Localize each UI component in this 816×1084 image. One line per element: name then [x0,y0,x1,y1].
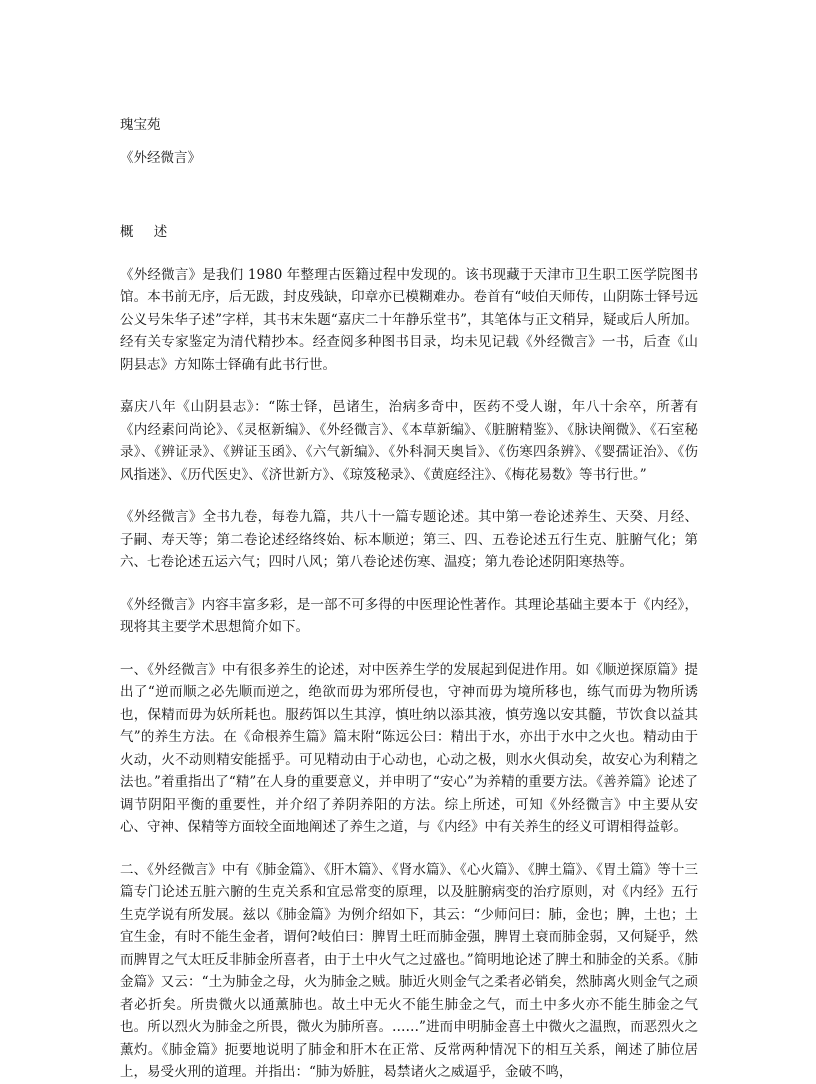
paragraph: 《外经微言》内容丰富多彩，是一部不可多得的中医理论性著作。其理论基础主要本于《内经》，现将其主要学术思想简介如下。 [120,596,698,635]
paragraph: 《外经微言》全书九卷，每卷九篇，共八十一篇专题论述。其中第一卷论述养生、天癸、月经、子嗣、寿天等；第二卷论述经络终始、标本顺逆；第三、四、五卷论述五行生克、脏腑气化；第六、七卷论述五运六气；四时八风；第八卷论述伤寒、温疫；第九卷论述阴阳寒热等。 [120,509,698,570]
section-title: 概 述 [120,224,176,240]
paragraph: 嘉庆八年《山阴县志》：“陈士铎，邑诸生，治病多奇中，医药不受人谢，年八十余卒，所著有《内经素问尚论》、《灵枢新编》、《外经微言》、《本草新编》、《脏腑精鉴》、《脉诀阐微》、《石室秘录》、《辨证录》、《辨证玉函》、《六气新编》、《外科洞天奥旨》、《伤寒四条辨》、《婴孺证治》、《伤风指迷》、《历代医史》、《济世新方》、《琼笈秘录》、《黄庭经注》、《梅花易数》等书行世。” [120,399,698,483]
book-title: 《外经微言》 [120,149,201,166]
site-title: 瑰宝苑 [120,117,161,133]
paragraph: 《外经微言》是我们 1980 年整理古医籍过程中发现的。该书现藏于天津市卫生职工医学院图书馆。本书前无序，后无跋，封皮残缺，印章亦已模糊难办。卷首有“岐伯天师传，山阴陈士铎号远公义号朱华子述”字样，其书末朱题“嘉庆二十年静乐堂书”，其笔体与正文稍异，疑或后人所加。经有关专家鉴定为清代精抄本。经查阅多种图书目录，均未见记载《外经微言》一书，后查《山阴县志》方知陈士铎确有此书行世。 [120,266,698,373]
paragraph: 一、《外经微言》中有很多养生的论述，对中医养生学的发展起到促进作用。如《顺逆探原篇》提出了“逆而顺之必先顺而逆之，绝欲而毋为邪所侵也，守神而毋为境所移也，练气而毋为物所诱也，保精而毋为妖所耗也。服药饵以生其淳，慎吐纳以添其液，慎劳逸以安其髓，节饮食以益其气”的养生方法。在《命根养生篇》篇末附“陈远公曰：精出于水，亦出于水中之火也。精动由于火动，火不动则精安能摇乎。可见精动由于心动也，心动之极，则水火俱动矣，故安心为利精之法也。”着重指出了“精”在人身的重要意义，并申明了“安心”为养精的重要方法。《善养篇》论述了调节阴阳平衡的重要性，并介绍了养阴养阳的方法。综上所述，可知《外经微言》中主要从安心、守神、保精等方面较全面地阐述了养生之道，与《内经》中有关养生的经义可谓相得益彰。 [120,661,698,835]
document-page [120,114,698,1084]
paragraph: 二、《外经微言》中有《肺金篇》、《肝木篇》、《肾水篇》、《心火篇》、《脾土篇》、《胃土篇》等十三篇专门论述五脏六腑的生克关系和宜忌常变的原理，以及脏腑病变的治疗原则，对《内经》五行生克学说有所发展。兹以《肺金篇》为例介绍如下，其云：“少师问曰：肺，金也；脾，土也；土宜生金，有时不能生金者，谓何?岐伯曰：脾胃土旺而肺金强，脾胃土衰而肺金弱，又何疑乎，然而脾胃之气太旺反非肺金所喜者，由于土中火气之过盛也。”简明地论述了脾土和肺金的关系。《肺金篇》又云：“土为肺金之母，火为肺金之贼。肺近火则金气之柔者必销矣，然肺离火则金气之顽者必折矣。所贵微火以通薰肺也。故土中无火不能生肺金之气，而土中多火亦不能生肺金之气也。所以烈火为肺金之所畏，微火为肺所喜。……”进而申明肺金喜土中微火之温煦，而恶烈火之薰灼。《肺金篇》扼要地说明了肺金和肝木在正常、反常两种情况下的相互关系，阐述了肺位居上，易受火刑的道理。并指出：“肺为娇脏，曷禁诸火之威逼乎，金破不鸣， [120,861,698,1080]
